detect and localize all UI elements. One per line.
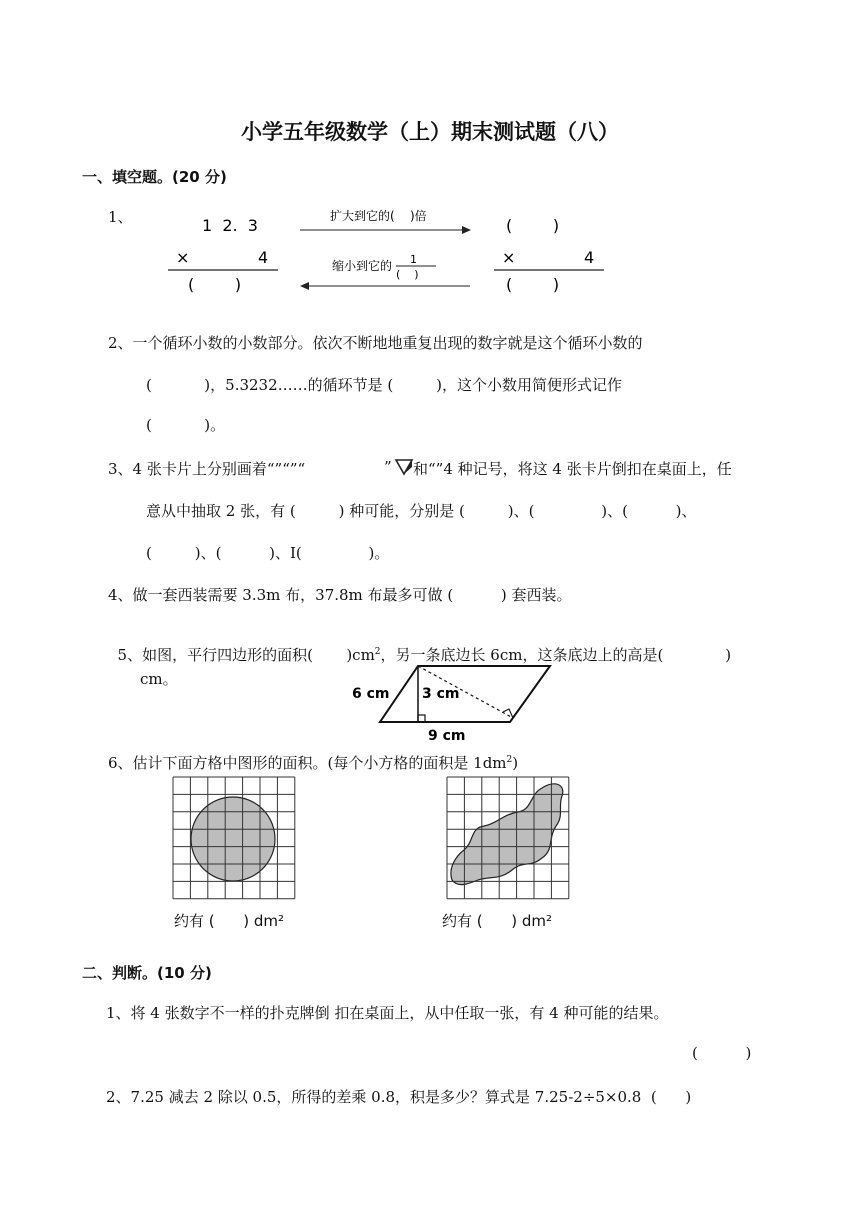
grid-blob-figure	[446, 776, 570, 902]
q1-right-blank-top: ( )	[506, 216, 560, 235]
label-base-9cm: 9 cm	[428, 728, 466, 744]
judge-q1-paren: ( )	[692, 1044, 752, 1062]
caption-right: 约有 ( ) dm²	[442, 912, 552, 930]
q3-line-1b: 和“”4 种记号，将这 4 张卡片倒扣在桌面上，任	[413, 460, 732, 478]
q1-number: 1、	[108, 208, 133, 226]
judge-q2-text: 2、7.25 减去 2 除以 0.5，所得的差乘 0.8，积是多少？算式是 7.25-2÷5×0.8 ( )	[106, 1088, 692, 1106]
q1-arrow-bottom-label: 缩小到它的	[332, 259, 393, 273]
section-2-heading: 二、判断。(10 分)	[82, 964, 212, 982]
page-title: 小学五年级数学（上）期末测试题（八）	[241, 120, 619, 144]
label-height-3cm: 3 cm	[422, 686, 460, 702]
q5-line-1b: ，另一条底边长 6cm，这条底边上的高是( )	[380, 646, 732, 664]
q5-sup: 2	[374, 647, 381, 657]
q6-text-a: 6、估计下面方格中图形的面积。(每个小方格的面积是 1dm	[108, 754, 507, 772]
q5-line-1a: 5、如图，平行四边形的面积( )cm	[117, 646, 375, 664]
label-side-6cm: 6 cm	[352, 686, 390, 702]
q1-right-blank-bottom: ( )	[506, 275, 560, 294]
q6-text-b: )	[512, 754, 519, 772]
q1-left-blank: ( )	[188, 275, 242, 294]
q1-frac-den: ( )	[396, 268, 419, 281]
judge-q1-text: 1、将 4 张数字不一样的扑克牌倒 扣在桌面上，从中任取一张，有 4 种可能的结果。	[106, 1004, 669, 1022]
q6-sup: 2	[506, 755, 513, 765]
triangle-symbol-icon	[394, 458, 414, 476]
caption-left: 约有 ( ) dm²	[174, 912, 284, 930]
q4-text: 4、做一套西装需要 3.3m 布，37.8m 布最多可做 ( ) 套西装。	[108, 586, 572, 604]
q3-line-3: ( )、( )、I( )。	[146, 544, 390, 562]
grid-circle-figure	[172, 776, 296, 902]
q2-line-2: ( )，5.3232……的循环节是 ( )，这个小数用简便形式记作	[146, 376, 623, 394]
parallelogram-figure	[348, 660, 558, 744]
q3-line-1a: 3、4 张卡片上分别画着“”“”“	[108, 460, 306, 478]
q1-arrow-top-label: 扩大到它的( )倍	[330, 209, 427, 223]
section-1-heading: 一、填空题。(20 分)	[82, 168, 227, 186]
q1-right-factor: 4	[584, 248, 595, 267]
q1-frac-num: 1	[410, 253, 417, 266]
q1-right-times: ×	[502, 248, 516, 267]
q1-diagram	[160, 200, 620, 304]
q1-left-number: 1 2. 3	[202, 216, 258, 235]
q2-line-1: 2、一个循环小数的小数部分。依次不断地地重复出现的数字就是这个循环小数的	[108, 334, 643, 352]
q3-quote-mark: ”	[384, 458, 392, 476]
q2-line-3: ( )。	[146, 416, 226, 434]
q1-left-times: ×	[176, 248, 190, 267]
q3-line-2: 意从中抽取 2 张，有 ( ) 种可能，分别是 ( )、( )、( )、	[146, 502, 697, 520]
q5-line-2: cm。	[140, 670, 178, 688]
q6-text	[108, 752, 518, 773]
q1-left-factor: 4	[258, 248, 269, 267]
